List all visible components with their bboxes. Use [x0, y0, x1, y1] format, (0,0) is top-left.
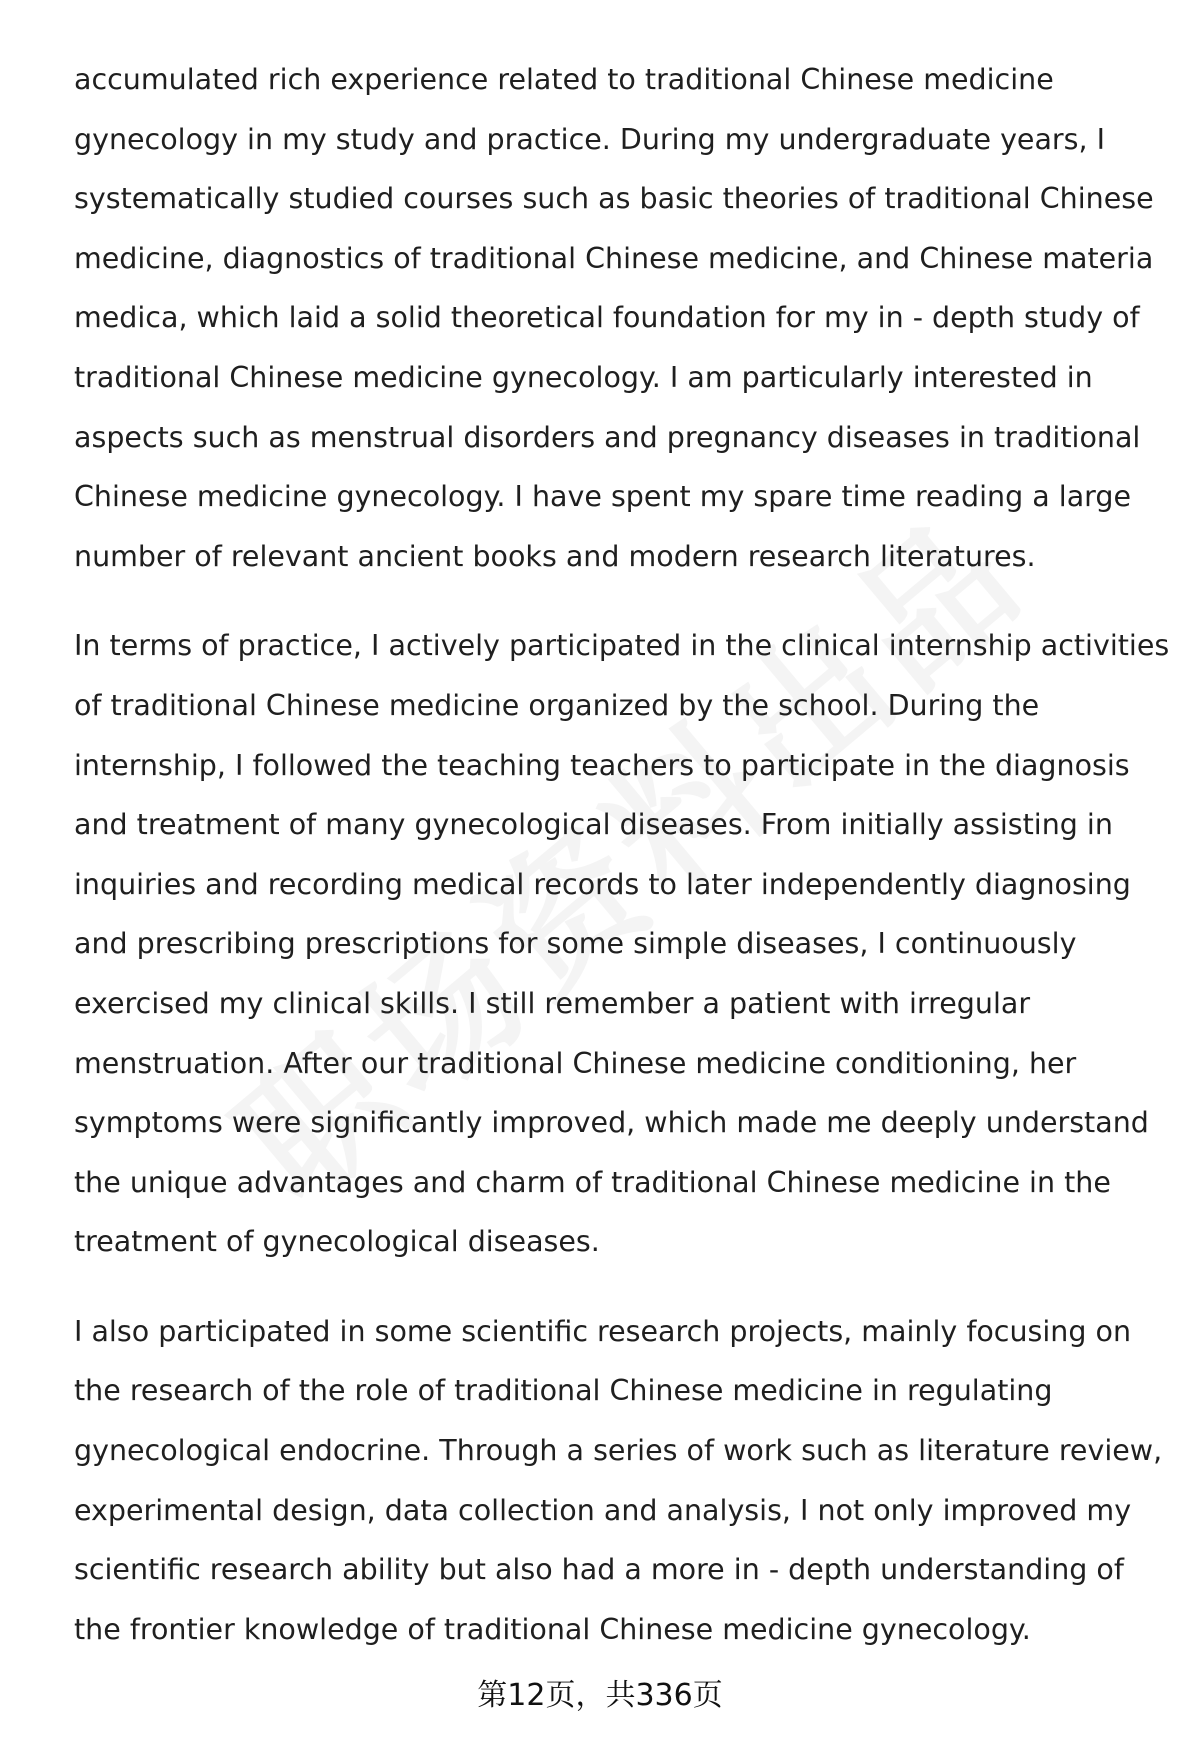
- paragraph-practice: [74, 616, 1170, 1272]
- text-line: exercised my clinical skills. I still remember a patient with irregular: [74, 986, 1031, 1020]
- paragraph-background: [74, 50, 1154, 586]
- text-line: gynecology in my study and practice. During my undergraduate years, I: [74, 122, 1106, 156]
- text-line: systematically studied courses such as basic theories of traditional Chinese: [74, 182, 1154, 216]
- text-line: aspects such as menstrual disorders and pregnancy diseases in traditional: [74, 420, 1141, 454]
- document-body: [74, 50, 1170, 1689]
- text-line: medica, which laid a solid theoretical foundation for my in - depth study of: [74, 301, 1140, 335]
- page-number-footer: 第12页，共336页: [477, 1678, 723, 1713]
- text-line: treatment of gynecological diseases.: [74, 1225, 600, 1259]
- text-line: I also participated in some scientific research projects, mainly focusing on: [74, 1314, 1132, 1348]
- text-line: number of relevant ancient books and modern research literatures.: [74, 539, 1036, 573]
- text-line: of traditional Chinese medicine organized by the school. During the: [74, 688, 1040, 722]
- paragraph-research: [74, 1302, 1163, 1660]
- text-line: experimental design, data collection and analysis, I not only improved my: [74, 1493, 1132, 1527]
- text-line: scientific research ability but also had a more in - depth understanding of: [74, 1553, 1124, 1587]
- text-line: traditional Chinese medicine gynecology. I am particularly interested in: [74, 360, 1093, 394]
- text-line: In terms of practice, I actively participated in the clinical internship activities: [74, 629, 1170, 663]
- text-line: menstruation. After our traditional Chinese medicine conditioning, her: [74, 1046, 1077, 1080]
- text-line: the unique advantages and charm of traditional Chinese medicine in the: [74, 1165, 1111, 1199]
- text-line: the frontier knowledge of traditional Chinese medicine gynecology.: [74, 1612, 1031, 1646]
- text-line: medicine, diagnostics of traditional Chinese medicine, and Chinese materia: [74, 241, 1154, 275]
- text-line: symptoms were significantly improved, which made me deeply understand: [74, 1106, 1149, 1140]
- text-line: gynecological endocrine. Through a series of work such as literature review,: [74, 1434, 1163, 1468]
- text-line: internship, I followed the teaching teachers to participate in the diagnosis: [74, 748, 1130, 782]
- text-line: and prescribing prescriptions for some simple diseases, I continuously: [74, 927, 1077, 961]
- text-line: the research of the role of traditional Chinese medicine in regulating: [74, 1374, 1053, 1408]
- text-line: Chinese medicine gynecology. I have spent my spare time reading a large: [74, 480, 1132, 514]
- text-line: inquiries and recording medical records to later independently diagnosing: [74, 867, 1131, 901]
- text-line: accumulated rich experience related to traditional Chinese medicine: [74, 63, 1054, 96]
- text-line: and treatment of many gynecological diseases. From initially assisting in: [74, 808, 1113, 842]
